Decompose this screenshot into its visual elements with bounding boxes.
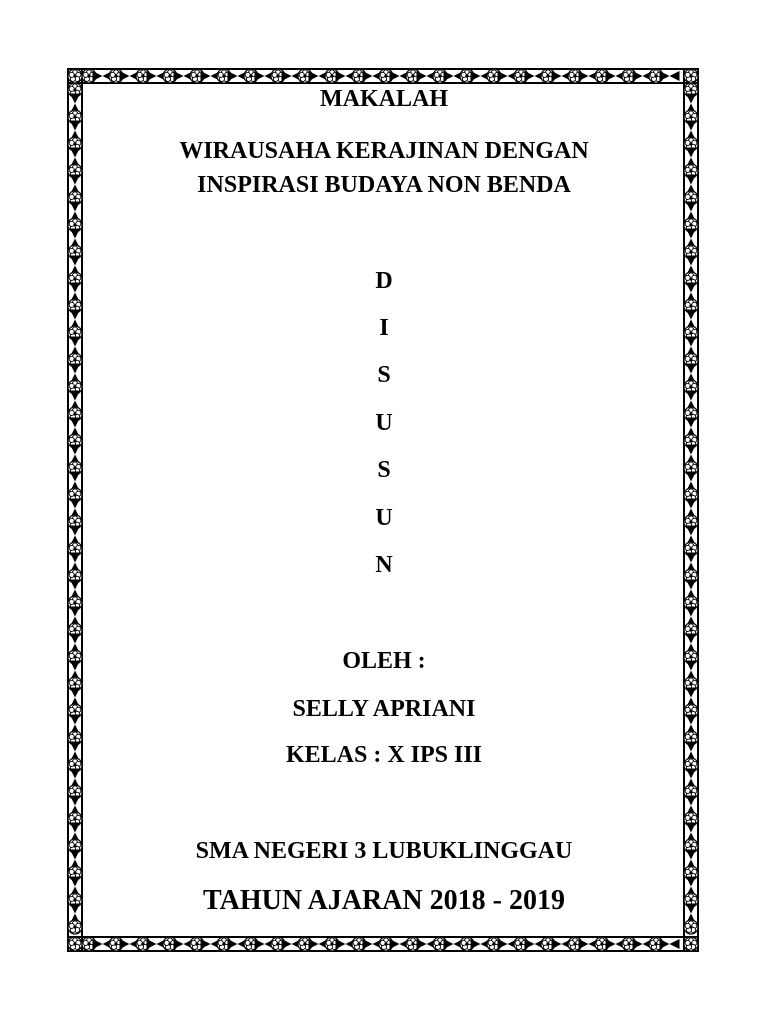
vertical-letter: U xyxy=(375,505,393,531)
author-name: SELLY APRIANI xyxy=(292,696,476,722)
author-label: OLEH : xyxy=(342,648,426,674)
title-line-1: WIRAUSAHA KERAJINAN DENGAN xyxy=(179,138,589,164)
vertical-letter: I xyxy=(379,315,389,341)
vertical-letter: S xyxy=(377,362,391,388)
vertical-letter: U xyxy=(375,410,393,436)
title-line-2: INSPIRASI BUDAYA NON BENDA xyxy=(197,172,571,198)
academic-year: TAHUN AJARAN 2018 - 2019 xyxy=(203,885,565,916)
vertical-letter: S xyxy=(377,457,391,483)
vertical-letter: D xyxy=(375,268,393,294)
school-name: SMA NEGERI 3 LUBUKLINGGAU xyxy=(195,838,573,864)
document-header: MAKALAH xyxy=(320,86,448,112)
class-info: KELAS : X IPS III xyxy=(285,742,483,768)
vertical-letter: N xyxy=(375,552,393,578)
